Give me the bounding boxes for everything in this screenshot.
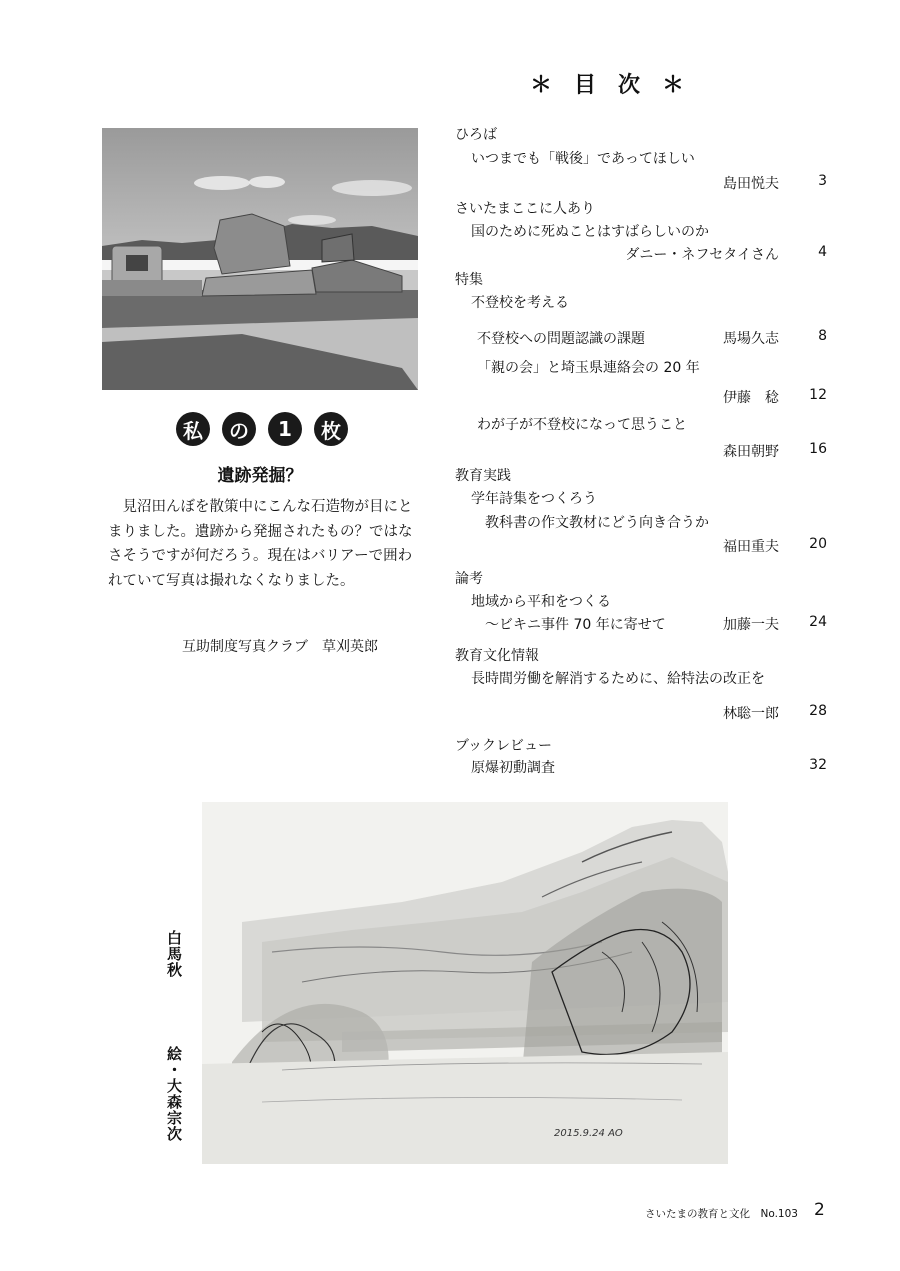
toc-author: 福田重夫 (723, 539, 779, 555)
toc-article-title[interactable]: 不登校を考える (471, 295, 569, 311)
painting-signature: 2015.9.24 AO (554, 1128, 623, 1139)
painting-title: 白馬秋 (165, 930, 183, 978)
essay-title: 遺跡発掘？ (217, 466, 303, 486)
toc-page: 28 (809, 703, 827, 719)
toc-article-title[interactable]: 長時間労働を解消するために、給特法の改正を (471, 671, 765, 687)
toc-author: 馬場久志 (723, 331, 779, 347)
toc-article-title[interactable]: わが子が不登校になって思うこと (477, 417, 687, 433)
badge-char: 私 (176, 412, 210, 446)
toc-page: 32 (809, 757, 827, 773)
toc-article-title[interactable]: 「親の会」と埼玉県連絡会の 20 年 (477, 360, 700, 376)
badge-char: 1 (268, 412, 302, 446)
toc-section[interactable]: 特集 (455, 272, 483, 288)
toc-article-subtitle: 教科書の作文教材にどう向き合うか (485, 515, 709, 531)
stone-monument-photo (102, 128, 418, 390)
toc-section[interactable]: ブックレビュー (455, 738, 553, 754)
toc-article-title[interactable]: 不登校への問題認識の課題 (477, 331, 645, 347)
essay-body (108, 495, 426, 593)
toc-article-title[interactable]: 原爆初動調査 (471, 760, 555, 776)
toc-author: 加藤一夫 (723, 617, 779, 633)
toc-page: 8 (818, 328, 827, 344)
toc-author: 森田朝野 (723, 444, 779, 460)
hakuba-autumn-painting (202, 802, 728, 1164)
toc-section[interactable]: 教育文化情報 (455, 648, 539, 664)
toc-section[interactable]: 論考 (455, 571, 483, 587)
toc-heading: ＊ 目 次 ＊ (530, 73, 685, 98)
my-one-photo-badges (176, 412, 348, 446)
essay-paragraph: 見沼田んぼを散策中にこんな石造物が目にとまりました。遺跡から発掘されたもの？ではなさそうですが何だろう。現在はバリアーで囲われていて写真は撮れなくなりました。 (108, 499, 413, 589)
toc-page: 16 (809, 441, 827, 457)
toc-article-title[interactable]: いつまでも「戦後」であってほしい (471, 151, 695, 167)
toc-page: 20 (809, 536, 827, 552)
toc-article-title[interactable]: 国のために死ぬことはすばらしいのか (471, 224, 709, 240)
toc-section[interactable]: ひろば (455, 127, 497, 143)
toc-article-title[interactable]: 学年詩集をつくろう (471, 491, 597, 507)
toc-article-title[interactable]: 地域から平和をつくる (471, 594, 611, 610)
toc-author: ダニー・ネフセタイさん (625, 247, 779, 263)
toc-author: 伊藤 稔 (723, 390, 779, 406)
badge-char: 枚 (314, 412, 348, 446)
page-number: 2 (814, 1200, 825, 1220)
toc-section[interactable]: 教育実践 (455, 468, 511, 484)
toc-page: 3 (818, 173, 827, 189)
photo-credit: 互助制度写真クラブ 草刈英郎 (182, 639, 378, 655)
toc-section[interactable]: さいたまここに人あり (455, 201, 595, 217)
journal-footer: さいたまの教育と文化 No.103 (645, 1208, 798, 1220)
toc-article-subtitle: ～ビキニ事件 70 年に寄せて (485, 617, 666, 633)
toc-author: 島田悦夫 (723, 176, 779, 192)
toc-page: 24 (809, 614, 827, 630)
painting-artist: 絵・大森宗次 (165, 1046, 183, 1142)
badge-char: の (222, 412, 256, 446)
toc-page: 4 (818, 244, 827, 260)
toc-page: 12 (809, 387, 827, 403)
toc-author: 林聡一郎 (723, 706, 779, 722)
